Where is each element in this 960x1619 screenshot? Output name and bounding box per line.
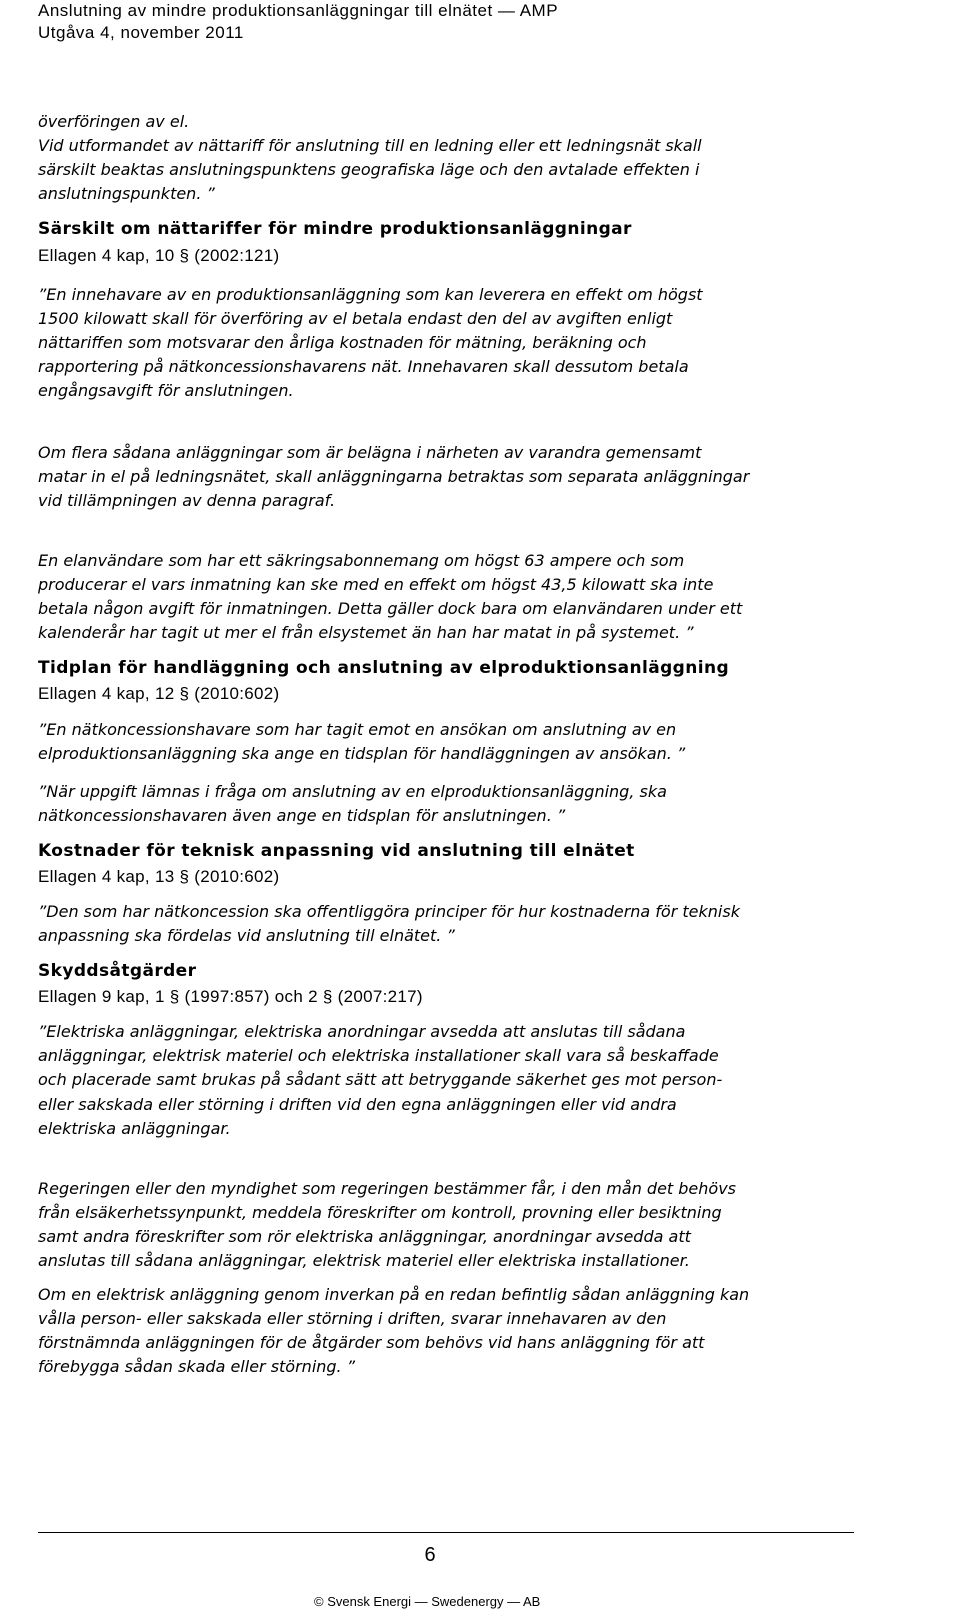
- body-line: anläggningar, elektrisk materiel och elektriska installationer skall vara så beskaffade: [38, 1046, 719, 1065]
- footer-divider: [38, 1532, 854, 1533]
- body-line: särskilt beaktas anslutningspunktens geografiska läge och den avtalade effekten i: [38, 160, 700, 179]
- body-line: från elsäkerhetssynpunkt, meddela föreskrifter om kontroll, provning eller besiktning: [38, 1203, 722, 1222]
- body-line: eller sakskada eller störning i driften vid den egna anläggningen eller vid andra: [38, 1095, 677, 1114]
- body-line: Vid utformandet av nättariff för anslutning till en ledning eller ett ledningsnät skall: [38, 136, 702, 155]
- body-line: 1500 kilowatt skall för överföring av el betala endast den del av avgiften enligt: [38, 309, 673, 328]
- body-line: Om en elektrisk anläggning genom inverkan på en redan befintlig sådan anläggning kan: [38, 1285, 750, 1304]
- section-heading: Kostnader för teknisk anpassning vid anslutning till elnätet: [38, 841, 635, 861]
- law-reference: Ellagen 4 kap, 12 § (2010:602): [38, 684, 280, 703]
- running-header-title: Anslutning av mindre produktionsanläggningar till elnätet — AMP: [38, 1, 559, 20]
- body-line: kalenderår har tagit ut mer el från elsystemet än han har matat in på systemet. ”: [38, 623, 694, 642]
- body-line: ”En nätkoncessionshavare som har tagit emot en ansökan om anslutning av en: [38, 720, 677, 739]
- law-reference: Ellagen 4 kap, 13 § (2010:602): [38, 867, 280, 886]
- body-line: En elanvändare som har ett säkringsabonnemang om högst 63 ampere och som: [38, 551, 685, 570]
- body-line: nätkoncessionshavaren även ange en tidsplan för anslutningen. ”: [38, 806, 566, 825]
- body-line: förebygga sådan skada eller störning. ”: [38, 1357, 356, 1376]
- body-line: Om flera sådana anläggningar som är belägna i närheten av varandra gemensamt: [38, 443, 702, 462]
- body-line: anslutningspunkten. ”: [38, 184, 215, 203]
- body-line: elproduktionsanläggning ska ange en tidsplan för handläggningen av ansökan. ”: [38, 744, 686, 763]
- body-line: ”Den som har nätkoncession ska offentliggöra principer för hur kostnaderna för teknisk: [38, 902, 740, 921]
- body-line: överföringen av el.: [38, 112, 190, 131]
- body-line: anslutas till sådana anläggningar, elektrisk materiel eller elektriska installationer.: [38, 1251, 690, 1270]
- body-line: anpassning ska fördelas vid anslutning till elnätet. ”: [38, 926, 455, 945]
- body-line: och placerade samt brukas på sådant sätt att betryggande säkerhet ges mot person-: [38, 1070, 723, 1089]
- section-heading: Särskilt om nättariffer för mindre produktionsanläggningar: [38, 219, 632, 239]
- law-reference: Ellagen 4 kap, 10 § (2002:121): [38, 246, 280, 265]
- body-line: elektriska anläggningar.: [38, 1119, 231, 1138]
- body-line: vålla person- eller sakskada eller störning i driften, svarar innehavaren av den: [38, 1309, 667, 1328]
- body-line: samt andra föreskrifter som rör elektriska anläggningar, anordningar avsedda att: [38, 1227, 691, 1246]
- body-line: betala någon avgift för inmatningen. Detta gäller dock bara om elanvändaren under ett: [38, 599, 743, 618]
- body-line: ”När uppgift lämnas i fråga om anslutning av en elproduktionsanläggning, ska: [38, 782, 667, 801]
- page-number: 6: [424, 1544, 436, 1566]
- body-line: ”En innehavare av en produktionsanläggning som kan leverera en effekt om högst: [38, 285, 703, 304]
- copyright-notice: © Svensk Energi — Swedenergy — AB: [314, 1594, 541, 1609]
- body-line: ”Elektriska anläggningar, elektriska anordningar avsedda att anslutas till sådana: [38, 1022, 686, 1041]
- section-heading: Skyddsåtgärder: [38, 961, 197, 981]
- body-line: vid tillämpningen av denna paragraf.: [38, 491, 336, 510]
- body-line: Regeringen eller den myndighet som regeringen bestämmer får, i den mån det behövs: [38, 1179, 737, 1198]
- running-header-edition: Utgåva 4, november 2011: [38, 23, 244, 42]
- body-line: matar in el på ledningsnätet, skall anläggningarna betraktas som separata anläggningar: [38, 467, 750, 486]
- body-line: förstnämnda anläggningen för de åtgärder som behövs vid hans anläggning för att: [38, 1333, 705, 1352]
- body-line: engångsavgift för anslutningen.: [38, 381, 294, 400]
- law-reference: Ellagen 9 kap, 1 § (1997:857) och 2 § (2007:217): [38, 987, 423, 1006]
- body-line: nättariffen som motsvarar den årliga kostnaden för mätning, beräkning och: [38, 333, 647, 352]
- body-line: rapportering på nätkoncessionshavarens nät. Innehavaren skall dessutom betala: [38, 357, 689, 376]
- body-line: producerar el vars inmatning kan ske med en effekt om högst 43,5 kilowatt ska inte: [38, 575, 714, 594]
- section-heading: Tidplan för handläggning och anslutning av elproduktionsanläggning: [38, 658, 730, 678]
